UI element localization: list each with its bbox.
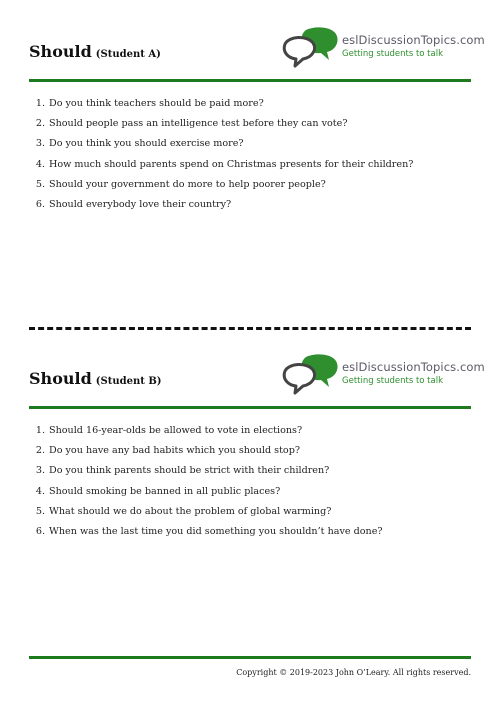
question-number: 2. [35, 445, 45, 457]
student-b-header [29, 353, 485, 406]
student-b-title-text: Should [29, 369, 92, 388]
question-number: 6. [35, 526, 45, 538]
brand-tagline: Getting students to talk [342, 49, 444, 59]
question-item [29, 195, 471, 215]
student-b-subtitle: (Student B) [95, 376, 162, 387]
question-text: When was the last time you did something you shouldn’t have done? [49, 526, 383, 538]
question-item [29, 461, 471, 481]
question-number: 1. [35, 425, 45, 436]
question-text: Do you have any bad habits which you should stop? [49, 445, 300, 457]
question-item [29, 502, 471, 522]
question-text: Do you think parents should be strict with their children? [49, 465, 330, 477]
student-b-questions [29, 421, 471, 542]
cut-line [29, 327, 471, 330]
question-item [29, 482, 471, 502]
question-number: 5. [35, 505, 45, 517]
question-text: Do you think you should exercise more? [49, 138, 244, 150]
speech-bubbles-icon [281, 353, 341, 399]
question-number: 2. [35, 118, 45, 130]
header-rule [29, 79, 471, 82]
question-text: Should everybody love their country? [49, 199, 232, 211]
student-b-section [29, 353, 485, 542]
brand-name: eslDiscussionTopics.com [342, 360, 485, 374]
question-number: 4. [35, 485, 45, 497]
student-a-title-text: Should [29, 42, 92, 61]
student-b-title [29, 369, 162, 388]
question-item [29, 421, 471, 441]
question-item [29, 441, 471, 461]
brand-name: eslDiscussionTopics.com [342, 33, 485, 47]
question-text: Should your government do more to help poorer people? [49, 178, 326, 190]
student-a-title [29, 42, 161, 61]
question-item [29, 94, 471, 114]
question-item [29, 522, 471, 542]
question-text: Should smoking be banned in all public places? [49, 485, 281, 497]
student-a-questions [29, 94, 471, 215]
question-number: 1. [35, 98, 45, 109]
question-number: 4. [35, 158, 45, 170]
question-text: Do you think teachers should be paid more? [49, 98, 264, 109]
brand-tagline: Getting students to talk [342, 376, 444, 386]
question-number: 5. [35, 178, 45, 190]
question-item [29, 155, 471, 175]
student-a-section [29, 26, 485, 215]
logo [281, 26, 485, 72]
question-text: What should we do about the problem of global warming? [49, 505, 332, 517]
question-item [29, 175, 471, 195]
question-text: Should 16-year-olds be allowed to vote in elections? [49, 425, 303, 436]
student-a-header [29, 26, 485, 79]
speech-bubbles-icon [281, 26, 341, 72]
question-item [29, 134, 471, 154]
question-text: Should people pass an intelligence test before they can vote? [49, 118, 348, 130]
question-number: 3. [35, 465, 45, 477]
footer-rule [29, 656, 471, 659]
question-text: How much should parents spend on Christmas presents for their children? [49, 158, 414, 170]
student-a-subtitle: (Student A) [95, 49, 161, 60]
question-item [29, 114, 471, 134]
question-number: 6. [35, 199, 45, 211]
header-rule [29, 406, 471, 409]
logo [281, 353, 485, 399]
question-number: 3. [35, 138, 45, 150]
copyright-notice: Copyright © 2019-2023 John O’Leary. All rights reserved. [236, 668, 471, 677]
